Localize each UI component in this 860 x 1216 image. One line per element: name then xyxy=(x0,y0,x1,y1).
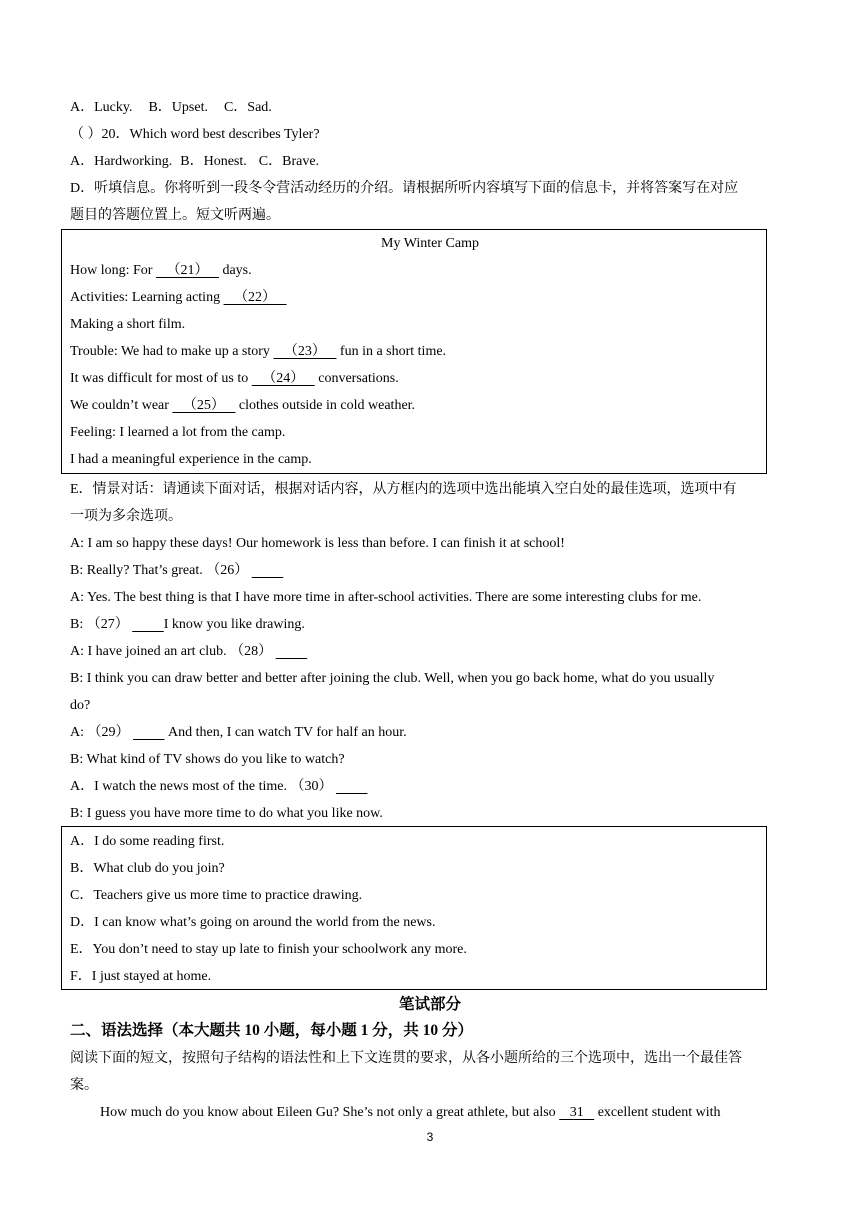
section-d-instruction-line1: D．听填信息。你将听到一段冬令营活动经历的介绍。请根据所听内容填写下面的信息卡，并将答案写在对应 xyxy=(70,181,739,196)
dialogue-line-5: A: I have joined an art club. （28） xyxy=(70,642,307,662)
info-card-line-22: Activities: Learning acting （22） xyxy=(70,288,287,308)
blank-24[interactable]: （24） xyxy=(251,371,315,386)
q19-options: A．Lucky. B．Upset. C．Sad. xyxy=(70,100,272,115)
info-card-line-24: It was difficult for most of us to （24） conversations. xyxy=(70,369,399,389)
section-e-instruction-line2: 一项为多余选项。 xyxy=(70,509,182,524)
section-2-instruction-line1: 阅读下面的短文，按照句子结构的语法性和上下文连贯的要求，从各小题所给的三个选项中，选出一个最佳答 xyxy=(70,1051,742,1066)
passage-first-line: How much do you know about Eileen Gu? She’s not only a great athlete, but also 31 excellent student with xyxy=(100,1103,721,1123)
info-card-line-meaningful: I had a meaningful experience in the camp. xyxy=(70,452,312,467)
info-card-line-25: We couldn’t wear （25） clothes outside in cold weather. xyxy=(70,396,415,416)
blank-29[interactable] xyxy=(133,723,165,743)
info-card-line-feeling: Feeling: I learned a lot from the camp. xyxy=(70,425,286,440)
info-card-line-23: Trouble: We had to make up a story （23） fun in a short time. xyxy=(70,342,446,362)
option-d: D．I can know what’s going on around the world from the news. xyxy=(70,915,436,930)
info-card-line-21: How long: For （21） days. xyxy=(70,261,252,281)
blank-30[interactable] xyxy=(336,777,368,797)
section-d-instruction-line2: 题目的答题位置上。短文听两遍。 xyxy=(70,208,280,223)
option-f: F．I just stayed at home. xyxy=(70,969,212,984)
option-c: C．Teachers give us more time to practice drawing. xyxy=(70,888,363,903)
dialogue-line-7: A: （29） And then, I can watch TV for half an hour. xyxy=(70,723,407,743)
blank-25[interactable]: （25） xyxy=(172,398,236,413)
dialogue-line-9: A．I watch the news most of the time. （30） xyxy=(70,777,367,797)
dialogue-line-6a: B: I think you can draw better and better after joining the club. Well, when you go back home, what do you usually xyxy=(70,671,715,686)
dialogue-line-8: B: What kind of TV shows do you like to watch? xyxy=(70,752,345,767)
q20-question: （ ）20．Which word best describes Tyler? xyxy=(70,127,320,142)
dialogue-line-2: B: Really? That’s great. （26） xyxy=(70,561,283,581)
blank-22[interactable]: （22） xyxy=(223,290,287,305)
dialogue-line-6b: do? xyxy=(70,698,91,713)
section-2-instruction-line2: 案。 xyxy=(70,1078,98,1093)
blank-26[interactable] xyxy=(252,561,284,581)
dialogue-line-4: B: （27） I know you like drawing. xyxy=(70,615,305,635)
info-card-title: My Winter Camp xyxy=(381,236,479,251)
written-part-heading: 笔试部分 xyxy=(398,996,461,1013)
option-b: B．What club do you join? xyxy=(70,861,225,876)
option-e: E．You don’t need to stay up late to finish your schoolwork any more. xyxy=(70,942,467,957)
info-card-line-film: Making a short film. xyxy=(70,317,186,332)
blank-31[interactable]: 31 xyxy=(559,1105,595,1120)
dialogue-line-10: B: I guess you have more time to do what you like now. xyxy=(70,806,383,821)
blank-28[interactable] xyxy=(276,642,308,662)
option-a: A．I do some reading first. xyxy=(70,834,225,849)
blank-23[interactable]: （23） xyxy=(273,344,337,359)
q20-options: A．Hardworking. B．Honest. C．Brave. xyxy=(70,154,320,169)
dialogue-line-1: A: I am so happy these days! Our homework is less than before. I can finish it at school! xyxy=(70,536,565,551)
section-e-instruction-line1: E．情景对话：请通读下面对话，根据对话内容，从方框内的选项中选出能填入空白处的最佳选项，选项中有 xyxy=(70,482,737,497)
page-number: 3 xyxy=(426,1130,434,1144)
section-2-heading: 二、语法选择（本大题共 10 小题，每小题 1 分，共 10 分） xyxy=(70,1022,474,1039)
blank-27[interactable] xyxy=(132,615,164,635)
dialogue-line-3: A: Yes. The best thing is that I have more time in after-school activities. There are some interesting clubs for me. xyxy=(70,590,702,605)
blank-21[interactable]: （21） xyxy=(155,263,219,278)
